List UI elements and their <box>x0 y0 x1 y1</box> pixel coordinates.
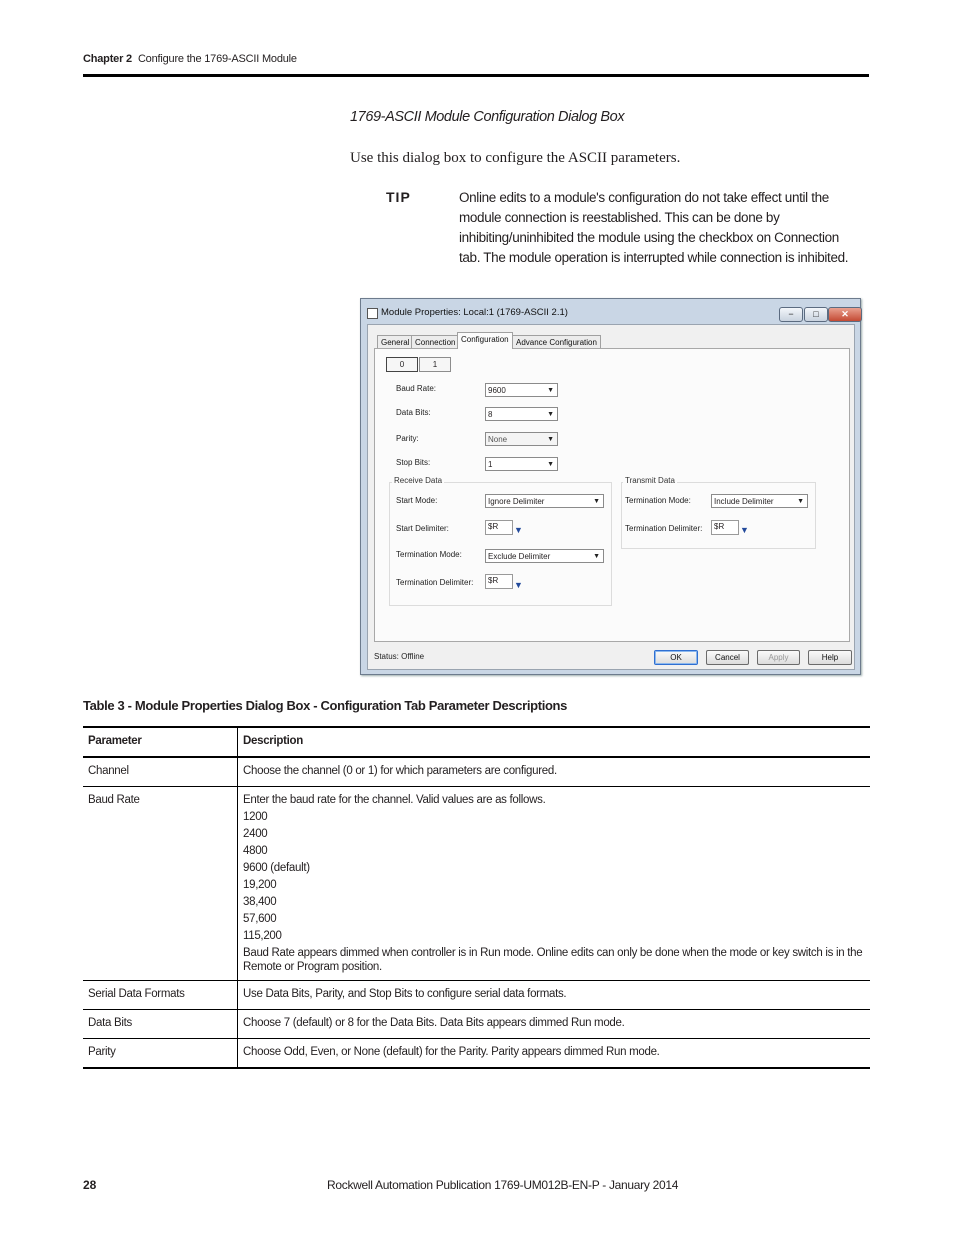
stop-bits-label: Stop Bits: <box>396 458 431 467</box>
param-cell: Serial Data Formats <box>83 981 238 1010</box>
data-bits-value: 8 <box>488 410 493 419</box>
tab-advance-configuration[interactable]: Advance Configuration <box>512 335 601 349</box>
chevron-down-icon: ▼ <box>547 436 554 443</box>
receive-data-title: Receive Data <box>394 476 443 485</box>
desc-cell: Choose Odd, Even, or None (default) for the Parity. Parity appears dimmed Run mode. <box>238 1039 871 1069</box>
header-rule <box>83 74 869 77</box>
header-parameter: Parameter <box>83 727 238 757</box>
table-row <box>83 1010 870 1039</box>
rx-termination-delimiter-dropdown-icon[interactable]: ▼ <box>514 580 523 590</box>
rx-termination-mode-label: Termination Mode: <box>396 550 462 559</box>
desc-cell: Use Data Bits, Parity, and Stop Bits to configure serial data formats. <box>238 981 871 1010</box>
baud-value: 4800 <box>243 845 268 857</box>
desc-note: Baud Rate appears dimmed when controller is in Run mode. Online edits can only be done when the mode or key switch is in the Remote or Program position. <box>243 947 863 973</box>
parity-label: Parity: <box>396 434 419 443</box>
stop-bits-select[interactable] <box>485 457 558 471</box>
figure-caption: 1769-ASCII Module Configuration Dialog Box <box>350 109 625 125</box>
tab-configuration[interactable]: Configuration <box>457 332 513 349</box>
module-properties-dialog <box>360 298 861 675</box>
chevron-down-icon: ▼ <box>797 498 804 505</box>
table-row <box>83 981 870 1010</box>
channel-0-button[interactable]: 0 <box>386 357 418 372</box>
tip-label: TIP <box>386 189 411 205</box>
start-mode-label: Start Mode: <box>396 496 438 505</box>
baud-value: 19,200 <box>243 879 277 891</box>
desc-cell <box>238 787 871 981</box>
configuration-panel <box>374 348 850 642</box>
transmit-data-group <box>621 482 816 549</box>
table-caption: Table 3 - Module Properties Dialog Box - Configuration Tab Parameter Descriptions <box>83 698 568 713</box>
table-header-row <box>83 727 870 757</box>
status-bar <box>374 652 424 661</box>
app-icon <box>367 308 378 319</box>
rx-termination-delimiter-label: Termination Delimiter: <box>396 578 474 587</box>
parameter-table <box>83 726 870 1069</box>
maximize-button[interactable]: □ <box>804 307 828 322</box>
start-mode-value: Ignore Delimiter <box>488 497 545 506</box>
chevron-down-icon: ▼ <box>593 553 600 560</box>
chevron-down-icon: ▼ <box>593 498 600 505</box>
tx-termination-delimiter-label: Termination Delimiter: <box>625 524 703 533</box>
stop-bits-value: 1 <box>488 460 493 469</box>
chevron-down-icon: ▼ <box>547 411 554 418</box>
table-row <box>83 787 870 981</box>
baud-rate-select[interactable] <box>485 383 558 397</box>
header-description: Description <box>238 727 871 757</box>
cancel-button[interactable]: Cancel <box>706 650 749 665</box>
data-bits-label: Data Bits: <box>396 408 431 417</box>
table-row <box>83 757 870 787</box>
publication-info: Rockwell Automation Publication 1769-UM012B-EN-P - January 2014 <box>327 1178 679 1192</box>
minimize-button[interactable]: − <box>779 307 803 322</box>
start-delimiter-input[interactable]: $R <box>485 520 513 535</box>
param-cell: Data Bits <box>83 1010 238 1039</box>
close-button[interactable]: ✕ <box>828 307 862 322</box>
intro-text: Use this dialog box to configure the ASCII parameters. <box>350 150 681 166</box>
parity-select[interactable] <box>485 432 558 446</box>
chapter-number: Chapter 2 <box>83 53 132 65</box>
baud-value: 57,600 <box>243 913 277 925</box>
tx-termination-mode-label: Termination Mode: <box>625 496 691 505</box>
tx-termination-mode-select[interactable] <box>711 494 808 508</box>
parity-value: None <box>488 435 508 444</box>
baud-value: 9600 (default) <box>243 862 310 874</box>
status-value: Offline <box>401 652 425 661</box>
status-label: Status: <box>374 652 399 661</box>
start-delimiter-label: Start Delimiter: <box>396 524 449 533</box>
chevron-down-icon: ▼ <box>547 387 554 394</box>
param-cell: Baud Rate <box>83 787 238 981</box>
param-cell: Channel <box>83 757 238 787</box>
baud-value: 2400 <box>243 828 268 840</box>
chapter-title: Configure the 1769-ASCII Module <box>137 53 297 65</box>
running-header <box>83 53 297 65</box>
tab-general[interactable]: General <box>377 335 413 349</box>
param-cell: Parity <box>83 1039 238 1069</box>
dialog-title: Module Properties: Local:1 (1769-ASCII 2.1) <box>381 307 568 318</box>
baud-rate-label: Baud Rate: <box>396 384 437 393</box>
rx-termination-mode-select[interactable] <box>485 549 604 563</box>
baud-value: 115,200 <box>243 930 282 942</box>
dialog-body <box>367 324 855 670</box>
desc-cell: Choose the channel (0 or 1) for which parameters are configured. <box>238 757 871 787</box>
tx-termination-delimiter-dropdown-icon[interactable]: ▼ <box>740 525 749 535</box>
baud-rate-value: 9600 <box>488 386 506 395</box>
transmit-data-title: Transmit Data <box>625 476 675 485</box>
baud-value: 1200 <box>243 811 268 823</box>
desc-cell: Choose 7 (default) or 8 for the Data Bits. Data Bits appears dimmed Run mode. <box>238 1010 871 1039</box>
apply-button[interactable]: Apply <box>757 650 800 665</box>
tx-termination-delimiter-input[interactable]: $R <box>711 520 739 535</box>
page-number: 28 <box>83 1178 97 1192</box>
ok-button[interactable]: OK <box>654 650 698 665</box>
tab-connection[interactable]: Connection <box>411 335 459 349</box>
data-bits-select[interactable] <box>485 407 558 421</box>
help-button[interactable]: Help <box>808 650 852 665</box>
channel-1-button[interactable]: 1 <box>419 357 451 372</box>
chevron-down-icon: ▼ <box>547 461 554 468</box>
start-mode-select[interactable] <box>485 494 604 508</box>
rx-termination-delimiter-input[interactable]: $R <box>485 574 513 589</box>
rx-termination-mode-value: Exclude Delimiter <box>488 552 551 561</box>
tx-termination-mode-value: Include Delimiter <box>714 497 774 506</box>
tip-text: Online edits to a module's configuration do not take effect until the module connection is reestablished. This can be done by inhibiting/uninhibited the module using the checkbox on Connection tab. The module operation is interrupted while connection is inhibited. <box>459 190 849 265</box>
baud-value: 38,400 <box>243 896 277 908</box>
start-delimiter-dropdown-icon[interactable]: ▼ <box>514 525 523 535</box>
table-row <box>83 1039 870 1069</box>
desc-text: Enter the baud rate for the channel. Valid values are as follows. <box>243 794 546 806</box>
